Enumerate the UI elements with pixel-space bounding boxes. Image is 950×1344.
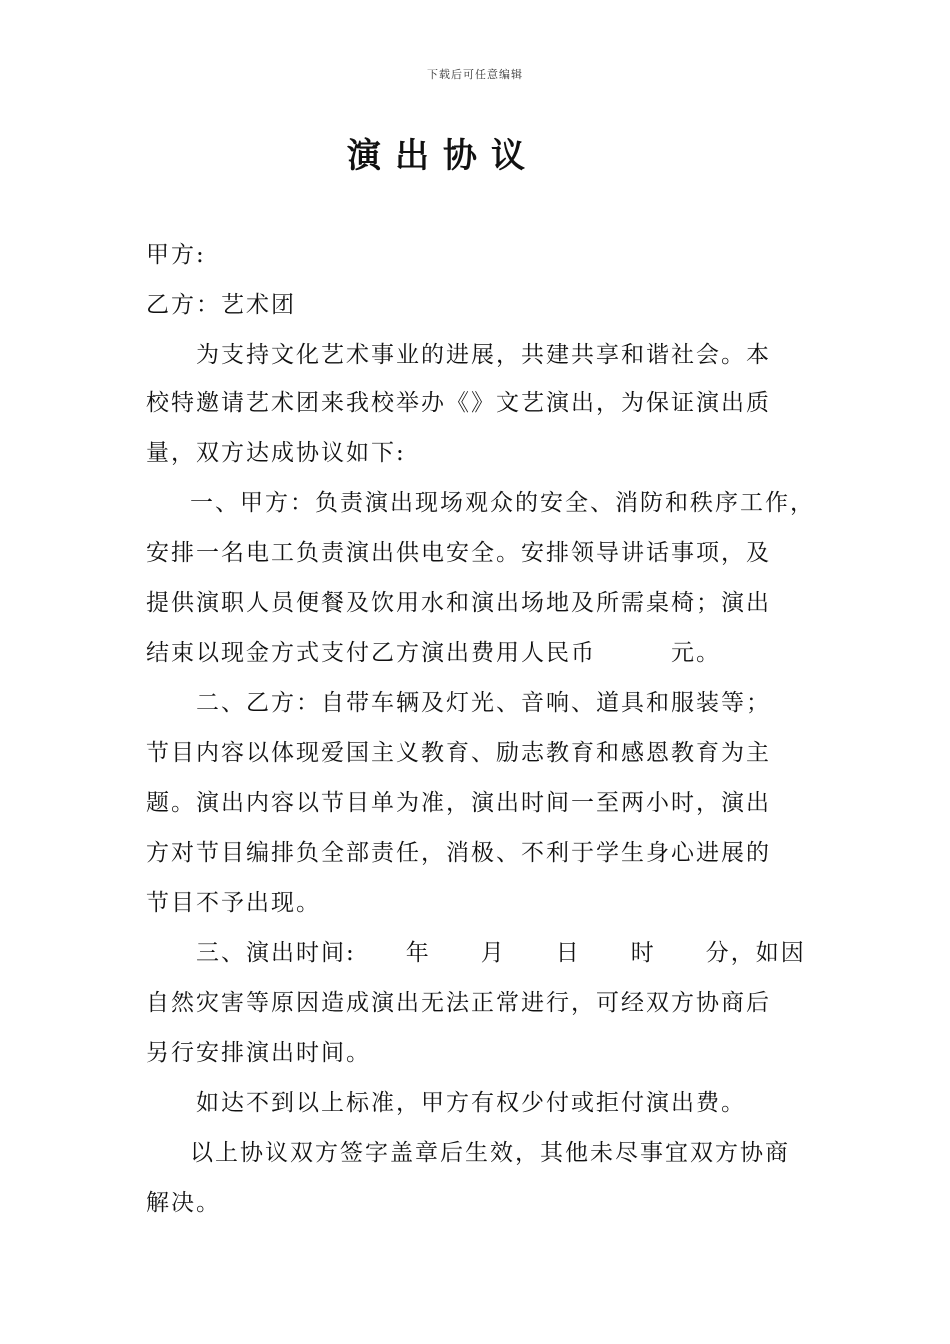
body-line: 为支持文化艺术事业的进展，共建共享和谐社会。本	[196, 342, 771, 368]
body-line: 如达不到以上标准，甲方有权少付或拒付演出费。	[196, 1090, 746, 1116]
party-a-line: 甲方:	[146, 242, 206, 268]
body-line: 方对节目编排负全部责任，消极、不利于学生身心进展的	[146, 840, 771, 866]
body-line: 二、乙方：自带车辆及灯光、音响、道具和服装等；	[196, 690, 771, 716]
body-line: 提供演职人员便餐及饮用水和演出场地及所需桌椅；演出	[146, 590, 771, 616]
body-line: 题。演出内容以节目单为准，演出时间一至两小时，演出	[146, 790, 771, 816]
body-line: 自然灾害等原因造成演出无法正常进行，可经双方协商后	[146, 990, 771, 1016]
body-line: 一、甲方：负责演出现场观众的安全、消防和秩序工作，	[190, 490, 815, 516]
party-b-line: 乙方：艺术团	[146, 292, 296, 318]
body-line: 量，双方达成协议如下:	[146, 440, 406, 466]
document-title: 演出协议	[347, 136, 539, 176]
body-line: 节目不予出现。	[146, 890, 321, 916]
body-line: 节目内容以体现爱国主义教育、励志教育和感恩教育为主	[146, 740, 771, 766]
body-line: 以上协议双方签字盖章后生效，其他未尽事宜双方协商	[190, 1140, 790, 1166]
body-line: 安排一名电工负责演出供电安全。安排领导讲话事项，及	[146, 540, 771, 566]
page-header: 下载后可任意编辑	[427, 68, 523, 81]
body-line: 校特邀请艺术团来我校举办《》文艺演出，为保证演出质	[146, 390, 771, 416]
body-line: 三、演出时间: 年 月 日 时 分，如因	[196, 940, 806, 966]
body-line: 解决。	[146, 1190, 221, 1216]
body-line: 另行安排演出时间。	[146, 1040, 371, 1066]
body-line: 结束以现金方式支付乙方演出费用人民币 元。	[146, 640, 721, 666]
